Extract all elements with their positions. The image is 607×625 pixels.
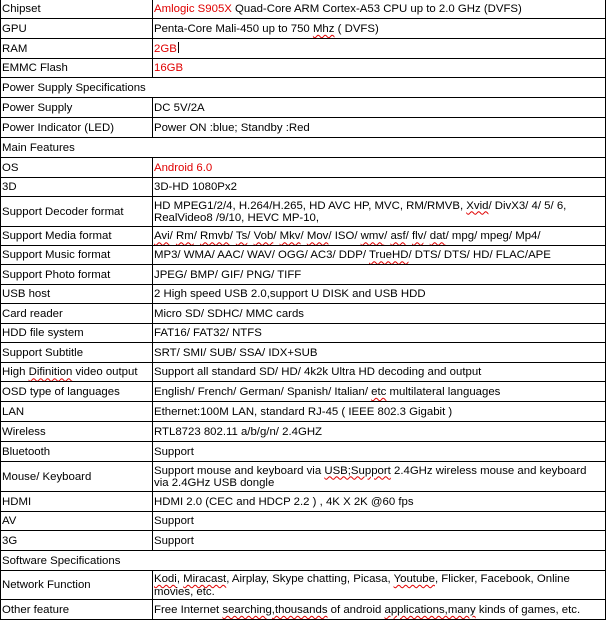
spec-row-3g <box>1 531 606 551</box>
spec-row-other-feature <box>1 600 606 620</box>
spellcheck-word: Mhz <box>312 22 335 35</box>
value-text: / <box>229 230 236 243</box>
spec-label: Support Photo format <box>1 265 153 285</box>
value-text: HD MPEG1/2/4, H.264/H.265, HD AVC HP, MVC, RM/RMVB, <box>154 199 467 212</box>
value-text: / <box>273 230 280 243</box>
value-text: Support <box>154 534 194 547</box>
spec-row-support-photo-format <box>1 265 606 285</box>
section-heading: Software Specifications <box>1 551 606 571</box>
spec-value <box>153 265 606 285</box>
value-text: Micro SD/ SDHC/ MMC cards <box>154 307 304 320</box>
spec-row-support-decoder-format <box>1 197 606 227</box>
text-cursor <box>178 42 179 53</box>
spec-value <box>153 571 606 600</box>
spec-value <box>153 246 606 265</box>
value-text: Quad-Core ARM Cortex-A53 CPU up to 2.0 GHz (DVFS) <box>231 3 522 16</box>
section-row-power-supply-specifications <box>1 78 606 98</box>
spellcheck-word: etc <box>371 385 387 398</box>
spec-value <box>153 422 606 442</box>
spellcheck-word: Vob <box>253 230 274 243</box>
spec-label: LAN <box>1 402 153 422</box>
spec-row-power-supply <box>1 98 606 118</box>
spec-value <box>153 442 606 462</box>
value-text: / DTS/ DTS/ HD/ FLAC/APE <box>408 249 551 262</box>
section-row-software-specifications <box>1 551 606 571</box>
spec-value <box>153 178 606 197</box>
value-text: kinds of games, etc. <box>475 603 581 616</box>
spec-label: Other feature <box>1 600 153 620</box>
spec-value <box>153 343 606 363</box>
value-text: , Airplay, Skype chatting, Picasa, <box>226 573 394 585</box>
value-text: SRT/ SMI/ SUB/ SSA/ IDX+SUB <box>154 346 318 359</box>
section-heading: Main Features <box>1 138 606 158</box>
value-text: ( DVFS) <box>334 22 379 35</box>
spec-value <box>153 118 606 138</box>
spellcheck-word: Rm <box>175 230 194 243</box>
spec-row-emmc-flash <box>1 59 606 78</box>
spec-row-osd-type-of-languages <box>1 382 606 402</box>
value-text: FAT16/ FAT32/ NTFS <box>154 327 262 340</box>
value-text: HDMI 2.0 (CEC and HDCP 2.2 ) , 4K X 2K @60 fps <box>154 495 414 508</box>
value-text: Amlogic S905X <box>154 3 232 16</box>
value-text: Power ON :blue; Standby :Red <box>154 121 310 134</box>
spec-value <box>153 158 606 178</box>
spec-label: OSD type of languages <box>1 382 153 402</box>
spellcheck-word: asf <box>390 230 406 243</box>
spec-value <box>153 512 606 531</box>
value-text: multilateral languages <box>386 385 501 398</box>
value-text: 2.4GHz wireless mouse and keyboard via 2.4GHz USB dongle <box>154 464 587 489</box>
value-text: High <box>2 366 29 379</box>
section-heading: Power Supply Specifications <box>1 78 606 98</box>
spellcheck-word: Mov <box>306 230 329 243</box>
spec-row-ram <box>1 39 606 59</box>
value-text: Support <box>154 445 194 458</box>
value-text: / <box>405 230 412 243</box>
spec-label: Power Supply <box>1 98 153 118</box>
spec-row-support-media-format <box>1 227 606 246</box>
spec-row-bluetooth <box>1 442 606 462</box>
value-text: / <box>247 230 254 243</box>
spec-row-power-indicator-led <box>1 118 606 138</box>
spec-row-chipset <box>1 0 606 19</box>
spec-row-support-music-format <box>1 246 606 265</box>
spellcheck-word: Kodi <box>154 573 177 585</box>
value-text: / <box>300 230 307 243</box>
spec-label: USB host <box>1 285 153 304</box>
spec-row-3d <box>1 178 606 197</box>
value-text: JPEG/ BMP/ GIF/ PNG/ TIFF <box>154 268 302 281</box>
spellcheck-word: Youtube <box>393 573 435 585</box>
spec-label: GPU <box>1 19 153 39</box>
spec-value <box>153 39 606 59</box>
spellcheck-word: Xvid <box>466 199 489 212</box>
spec-value <box>153 197 606 227</box>
value-text: 16GB <box>154 62 184 75</box>
spec-label: EMMC Flash <box>1 59 153 78</box>
spec-value <box>153 402 606 422</box>
value-text: / DivX3/ 4/ 5/ 6, RealVideo8 /9/10, HEVC MP-10, <box>154 199 567 224</box>
spec-row-mouse-keyboard <box>1 462 606 492</box>
spec-row-wireless <box>1 422 606 442</box>
spec-value <box>153 531 606 551</box>
value-text: / <box>193 230 201 243</box>
spellcheck-word: Difinition <box>28 366 73 379</box>
spec-value <box>153 600 606 620</box>
value-text: , Flicker, Facebook, Online movies, etc. <box>154 573 570 598</box>
value-text: / <box>384 230 391 243</box>
spec-value <box>153 59 606 78</box>
spec-value <box>153 285 606 304</box>
spec-value <box>153 324 606 343</box>
spec-row-lan <box>1 402 606 422</box>
spec-value <box>153 382 606 402</box>
spellcheck-word: wmv <box>360 230 385 243</box>
spec-table-body <box>1 0 606 620</box>
spec-label: Wireless <box>1 422 153 442</box>
value-text: Support <box>154 515 194 528</box>
spellcheck-word: flv <box>411 230 424 243</box>
section-row-main-features <box>1 138 606 158</box>
value-text: RTL8723 802.11 a/b/g/n/ 2.4GHZ <box>154 425 323 438</box>
value-text: Support all standard SD/ HD/ 4k2k Ultra HD decoding and output <box>154 366 482 379</box>
spellcheck-word: Rmvb <box>200 230 230 243</box>
value-text: English/ French/ German/ Spanish/ Italian/ <box>154 385 372 398</box>
spec-label <box>1 363 153 382</box>
spec-row-hdd-file-system <box>1 324 606 343</box>
spec-label: Mouse/ Keyboard <box>1 462 153 492</box>
value-text: / ISO/ <box>328 230 361 243</box>
spec-row-hdmi <box>1 492 606 512</box>
value-text: of android <box>327 603 385 616</box>
spellcheck-word: Miracast <box>183 573 227 585</box>
spellcheck-word: searching,thousands <box>222 603 328 616</box>
value-text: , <box>176 573 184 585</box>
spellcheck-word: Ts <box>235 230 248 243</box>
spec-label: Card reader <box>1 304 153 324</box>
spec-value <box>153 304 606 324</box>
spec-label: Support Music format <box>1 246 153 265</box>
spec-row-av <box>1 512 606 531</box>
spellcheck-word: dat <box>429 230 446 243</box>
spellcheck-word: TrueHD <box>369 249 409 262</box>
spec-row-os <box>1 158 606 178</box>
spec-label: Network Function <box>1 571 153 600</box>
spec-label: 3G <box>1 531 153 551</box>
spellcheck-word: applications,many <box>384 603 476 616</box>
value-text: Support mouse and keyboard via <box>154 464 325 477</box>
spec-value <box>153 492 606 512</box>
spec-value <box>153 227 606 246</box>
spec-value <box>153 363 606 382</box>
value-text: Android 6.0 <box>154 161 213 174</box>
spec-row-high-difinition-video-output <box>1 363 606 382</box>
spec-value <box>153 19 606 39</box>
spec-label: Chipset <box>1 0 153 19</box>
spec-label: 3D <box>1 178 153 197</box>
value-text: / <box>169 230 176 243</box>
spec-row-usb-host <box>1 285 606 304</box>
value-text: / mpg/ mpeg/ Mp4/ <box>445 230 541 243</box>
value-text: DC 5V/2A <box>154 101 205 114</box>
spec-value <box>153 0 606 19</box>
spec-label: HDD file system <box>1 324 153 343</box>
value-text: MP3/ WMA/ AAC/ WAV/ OGG/ AC3/ DDP/ <box>154 249 369 262</box>
spec-label: Support Subtitle <box>1 343 153 363</box>
value-text: video output <box>72 366 138 379</box>
spellcheck-word: Mkv <box>279 230 301 243</box>
spec-row-gpu <box>1 19 606 39</box>
value-text: Penta-Core Mali-450 up to 750 <box>154 22 313 35</box>
value-text: / <box>423 230 430 243</box>
spec-row-network-function <box>1 571 606 600</box>
spec-label: Bluetooth <box>1 442 153 462</box>
spec-value <box>153 462 606 492</box>
value-text: Free Internet <box>154 603 223 616</box>
spec-label: HDMI <box>1 492 153 512</box>
spec-label: Support Decoder format <box>1 197 153 227</box>
value-text: Ethernet:100M LAN, standard RJ-45 ( IEEE 802.3 Gigabit ) <box>154 405 453 418</box>
spellcheck-word: USB;Support <box>324 464 391 477</box>
spec-label: Support Media format <box>1 227 153 246</box>
value-text: 2GB <box>154 43 177 56</box>
spec-row-support-subtitle <box>1 343 606 363</box>
spec-label: AV <box>1 512 153 531</box>
spec-value <box>153 98 606 118</box>
value-text: 3D-HD 1080Px2 <box>154 181 237 194</box>
value-text: 2 High speed USB 2.0,support U DISK and USB HDD <box>154 288 426 301</box>
spec-label: Power Indicator (LED) <box>1 118 153 138</box>
spec-label: OS <box>1 158 153 178</box>
spec-row-card-reader <box>1 304 606 324</box>
spellcheck-word: Avi <box>154 230 170 243</box>
spec-label: RAM <box>1 39 153 59</box>
